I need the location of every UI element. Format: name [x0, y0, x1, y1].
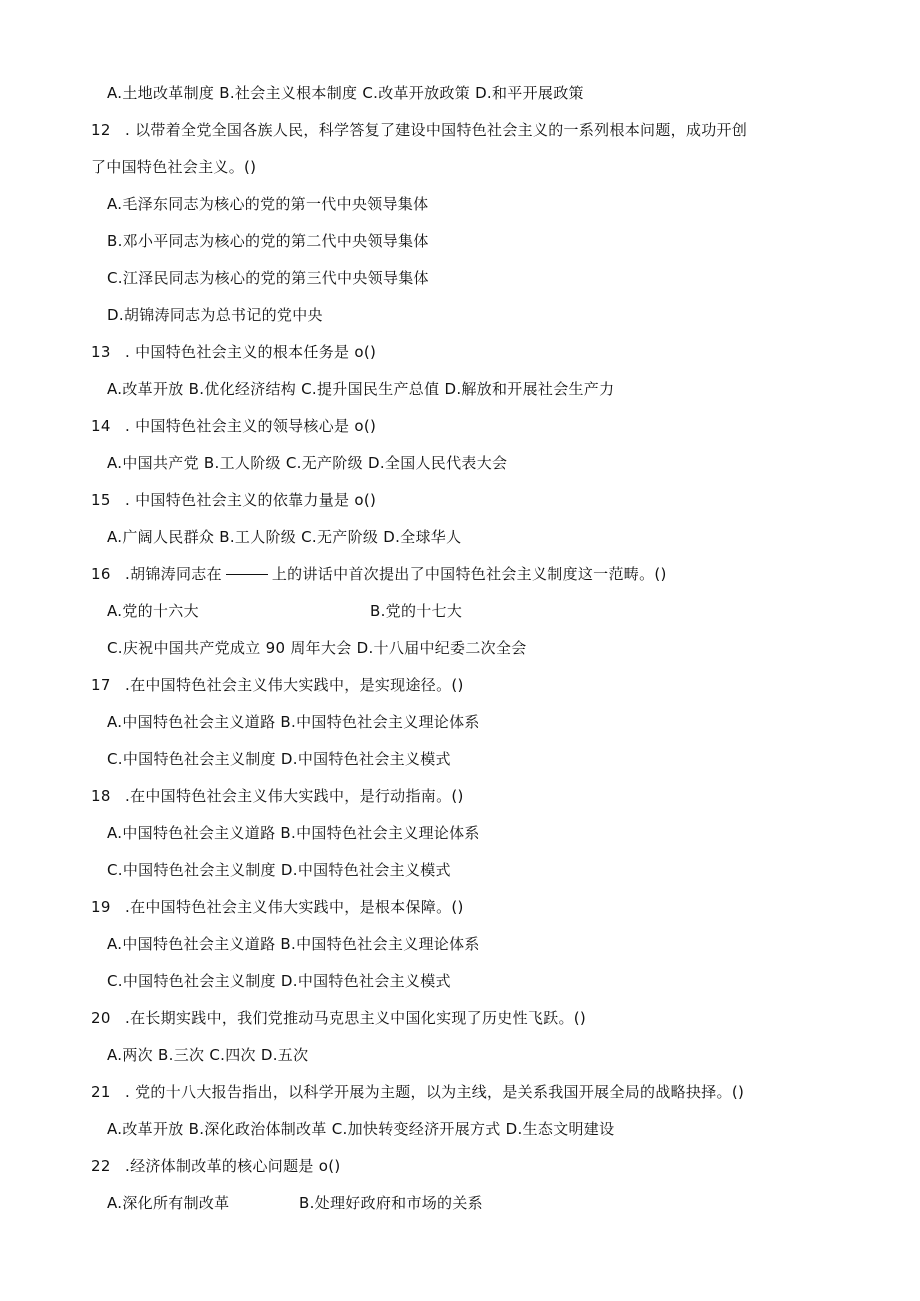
question-17 [91, 675, 464, 695]
question-text: .经济体制改革的核心问题是 o() [125, 1157, 341, 1175]
question-text: . 中国特色社会主义的依靠力量是 o() [125, 491, 377, 509]
question-18 [91, 786, 464, 806]
question-number: 13 [91, 343, 111, 361]
answer-blank [226, 574, 268, 575]
question-text: . 以带着全党全国各族人民，科学答复了建设中国特色社会主义的一系列根本问题，成功开创 [125, 121, 748, 139]
question-number: 16 [91, 565, 111, 583]
question-number: 21 [91, 1083, 111, 1101]
question-text: . 中国特色社会主义的根本任务是 o() [125, 343, 377, 361]
question-21 [91, 1082, 744, 1102]
q19-options-cd: C.中国特色社会主义制度 D.中国特色社会主义模式 [107, 972, 451, 990]
q11-options: A.土地改革制度 B.社会主义根本制度 C.改革开放政策 D.和平开展政策 [107, 84, 584, 102]
q13-options: A.改革开放 B.优化经济结构 C.提升国民生产总值 D.解放和开展社会生产力 [107, 380, 615, 398]
question-number: 12 [91, 121, 111, 139]
question-22 [91, 1156, 341, 1176]
q14-options: A.中国共产党 B.工人阶级 C.无产阶级 D.全国人民代表大会 [107, 454, 508, 472]
question-text: . 中国特色社会主义的领导核心是 o() [125, 417, 377, 435]
question-text-prefix: .胡锦涛同志在 [125, 565, 222, 583]
q15-options: A.广阔人民群众 B.工人阶级 C.无产阶级 D.全球华人 [107, 528, 462, 546]
question-number: 18 [91, 787, 111, 805]
q19-options-ab: A.中国特色社会主义道路 B.中国特色社会主义理论体系 [107, 935, 480, 953]
q21-options: A.改革开放 B.深化政治体制改革 C.加快转变经济开展方式 D.生态文明建设 [107, 1120, 615, 1138]
q22-option-b: B.处理好政府和市场的关系 [299, 1194, 483, 1212]
q12-option-b: B.邓小平同志为核心的党的第二代中央领导集体 [107, 232, 429, 250]
question-number: 14 [91, 417, 111, 435]
q17-options-ab: A.中国特色社会主义道路 B.中国特色社会主义理论体系 [107, 713, 480, 731]
q16-option-a: A.党的十六大 [107, 602, 199, 620]
question-15 [91, 490, 376, 510]
question-12-continuation: 了中国特色社会主义。() [91, 158, 257, 176]
question-20 [91, 1008, 586, 1028]
question-13 [91, 342, 376, 362]
question-text: .在长期实践中，我们党推动马克思主义中国化实现了历史性飞跃。() [125, 1009, 587, 1027]
question-text: . 党的十八大报告指出，以科学开展为主题，以为主线，是关系我国开展全局的战略抉择。() [125, 1083, 745, 1101]
q18-options-cd: C.中国特色社会主义制度 D.中国特色社会主义模式 [107, 861, 451, 879]
question-14 [91, 416, 376, 436]
q18-options-ab: A.中国特色社会主义道路 B.中国特色社会主义理论体系 [107, 824, 480, 842]
q20-options: A.两次 B.三次 C.四次 D.五次 [107, 1046, 309, 1064]
q22-option-a: A.深化所有制改革 [107, 1194, 230, 1212]
question-number: 17 [91, 676, 111, 694]
question-number: 19 [91, 898, 111, 916]
q12-option-c: C.江泽民同志为核心的党的第三代中央领导集体 [107, 269, 429, 287]
question-12 [91, 120, 747, 140]
question-number: 20 [91, 1009, 111, 1027]
question-text: .在中国特色社会主义伟大实践中，是行动指南。() [125, 787, 464, 805]
q16-option-b: B.党的十七大 [370, 602, 463, 620]
q12-option-d: D.胡锦涛同志为总书记的党中央 [107, 306, 323, 324]
question-16 [91, 564, 667, 584]
q12-option-a: A.毛泽东同志为核心的党的第一代中央领导集体 [107, 195, 429, 213]
question-19 [91, 897, 464, 917]
q16-options-cd: C.庆祝中国共产党成立 90 周年大会 D.十八届中纪委二次全会 [107, 639, 527, 657]
question-text: .在中国特色社会主义伟大实践中，是实现途径。() [125, 676, 464, 694]
question-text: .在中国特色社会主义伟大实践中，是根本保障。() [125, 898, 464, 916]
question-number: 15 [91, 491, 111, 509]
q17-options-cd: C.中国特色社会主义制度 D.中国特色社会主义模式 [107, 750, 451, 768]
question-text-suffix: 上的讲话中首次提出了中国特色社会主义制度这一范畴。() [271, 565, 667, 583]
question-number: 22 [91, 1157, 111, 1175]
